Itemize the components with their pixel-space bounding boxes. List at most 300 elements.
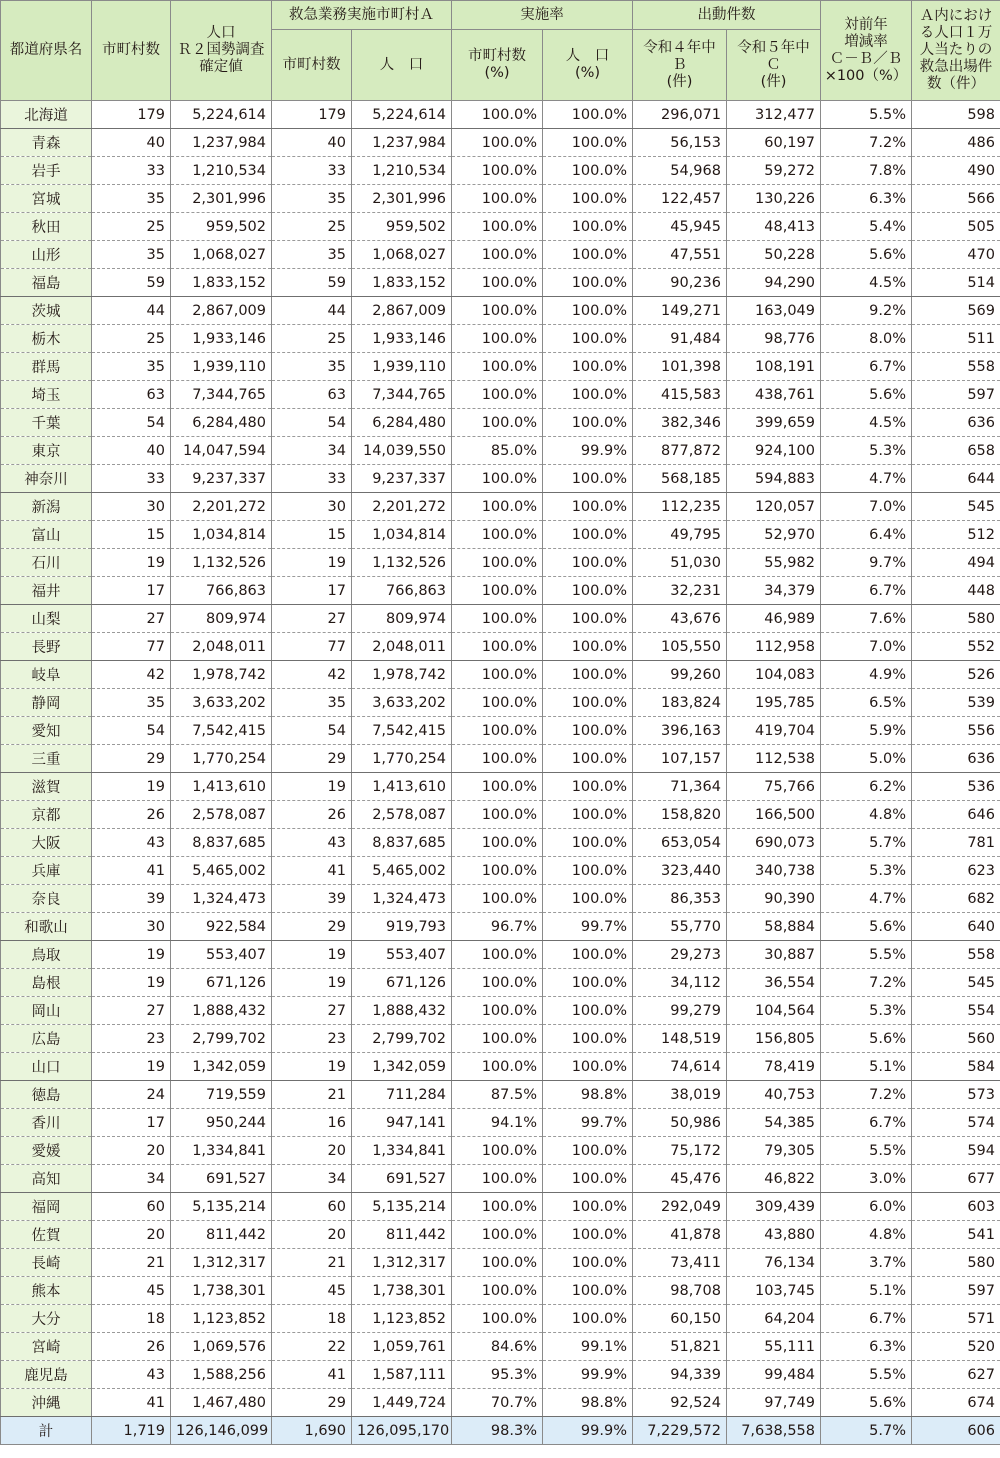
cell-a-municipalities: 60 <box>272 1193 352 1221</box>
cell-pref: 石川 <box>1 549 92 577</box>
cell-municipalities: 20 <box>92 1221 171 1249</box>
cell-municipalities: 42 <box>92 661 171 689</box>
cell-rate-population: 100.0% <box>543 1305 633 1333</box>
cell-pref: 福島 <box>1 269 92 297</box>
cell-per10k: 580 <box>912 1249 1000 1277</box>
header-group-a: 救急業務実施市町村Ａ <box>272 1 452 30</box>
cell-a-population: 5,135,214 <box>352 1193 452 1221</box>
cell-change: 5.5% <box>821 1361 912 1389</box>
cell-population: 1,132,526 <box>171 549 272 577</box>
cell-change: 7.2% <box>821 129 912 157</box>
cell-rate-population: 100.0% <box>543 941 633 969</box>
cell-a-municipalities: 44 <box>272 297 352 325</box>
cell-per10k: 556 <box>912 717 1000 745</box>
cell-per10k: 514 <box>912 269 1000 297</box>
total-per10k: 606 <box>912 1417 1000 1445</box>
cell-pref: 岩手 <box>1 157 92 185</box>
cell-population: 766,863 <box>171 577 272 605</box>
table-row <box>1 1333 1000 1361</box>
cell-r5: 30,887 <box>727 941 821 969</box>
cell-pref: 高知 <box>1 1165 92 1193</box>
cell-pref: 福岡 <box>1 1193 92 1221</box>
cell-a-municipalities: 35 <box>272 185 352 213</box>
cell-per10k: 574 <box>912 1109 1000 1137</box>
cell-a-population: 711,284 <box>352 1081 452 1109</box>
cell-population: 2,048,011 <box>171 633 272 661</box>
total-a-municipalities: 1,690 <box>272 1417 352 1445</box>
cell-a-municipalities: 30 <box>272 493 352 521</box>
cell-r5: 419,704 <box>727 717 821 745</box>
cell-municipalities: 15 <box>92 521 171 549</box>
cell-pref: 大阪 <box>1 829 92 857</box>
cell-r4: 91,484 <box>633 325 727 353</box>
cell-r5: 75,766 <box>727 773 821 801</box>
cell-rate-population: 100.0% <box>543 1249 633 1277</box>
cell-a-population: 1,933,146 <box>352 325 452 353</box>
cell-change: 4.8% <box>821 1221 912 1249</box>
cell-municipalities: 17 <box>92 1109 171 1137</box>
cell-r4: 877,872 <box>633 437 727 465</box>
cell-a-population: 809,974 <box>352 605 452 633</box>
cell-population: 5,224,614 <box>171 101 272 129</box>
cell-a-population: 9,237,337 <box>352 465 452 493</box>
cell-municipalities: 34 <box>92 1165 171 1193</box>
table-row <box>1 773 1000 801</box>
cell-municipalities: 40 <box>92 437 171 465</box>
cell-rate-population: 100.0% <box>543 381 633 409</box>
cell-per10k: 636 <box>912 745 1000 773</box>
cell-municipalities: 33 <box>92 465 171 493</box>
cell-per10k: 536 <box>912 773 1000 801</box>
table-row <box>1 1081 1000 1109</box>
table-row <box>1 409 1000 437</box>
cell-change: 5.1% <box>821 1053 912 1081</box>
cell-change: 4.7% <box>821 465 912 493</box>
cell-pref: 佐賀 <box>1 1221 92 1249</box>
table-row <box>1 1025 1000 1053</box>
cell-rate-municipalities: 100.0% <box>452 241 543 269</box>
cell-rate-municipalities: 84.6% <box>452 1333 543 1361</box>
cell-population: 922,584 <box>171 913 272 941</box>
cell-rate-municipalities: 100.0% <box>452 829 543 857</box>
cell-population: 719,559 <box>171 1081 272 1109</box>
cell-pref: 茨城 <box>1 297 92 325</box>
cell-rate-population: 99.9% <box>543 1361 633 1389</box>
cell-per10k: 558 <box>912 941 1000 969</box>
cell-rate-population: 100.0% <box>543 465 633 493</box>
cell-r5: 46,822 <box>727 1165 821 1193</box>
cell-pref: 秋田 <box>1 213 92 241</box>
cell-pref: 熊本 <box>1 1277 92 1305</box>
cell-r5: 43,880 <box>727 1221 821 1249</box>
cell-pref: 埼玉 <box>1 381 92 409</box>
cell-change: 6.7% <box>821 1109 912 1137</box>
cell-a-municipalities: 35 <box>272 353 352 381</box>
cell-per10k: 580 <box>912 605 1000 633</box>
cell-population: 3,633,202 <box>171 689 272 717</box>
cell-a-population: 1,210,534 <box>352 157 452 185</box>
cell-population: 553,407 <box>171 941 272 969</box>
cell-rate-population: 100.0% <box>543 409 633 437</box>
cell-pref: 和歌山 <box>1 913 92 941</box>
cell-r4: 98,708 <box>633 1277 727 1305</box>
cell-population: 1,034,814 <box>171 521 272 549</box>
cell-r4: 107,157 <box>633 745 727 773</box>
cell-a-municipalities: 63 <box>272 381 352 409</box>
cell-r5: 99,484 <box>727 1361 821 1389</box>
cell-r5: 59,272 <box>727 157 821 185</box>
cell-a-municipalities: 20 <box>272 1137 352 1165</box>
cell-rate-population: 100.0% <box>543 1165 633 1193</box>
cell-change: 5.7% <box>821 829 912 857</box>
cell-rate-population: 100.0% <box>543 129 633 157</box>
cell-population: 5,135,214 <box>171 1193 272 1221</box>
cell-rate-population: 100.0% <box>543 213 633 241</box>
cell-rate-population: 100.0% <box>543 157 633 185</box>
cell-per10k: 505 <box>912 213 1000 241</box>
cell-municipalities: 35 <box>92 689 171 717</box>
cell-change: 6.3% <box>821 1333 912 1361</box>
table-row <box>1 1249 1000 1277</box>
cell-pref: 京都 <box>1 801 92 829</box>
cell-a-municipalities: 23 <box>272 1025 352 1053</box>
cell-pref: 鹿児島 <box>1 1361 92 1389</box>
cell-rate-municipalities: 100.0% <box>452 213 543 241</box>
table-row <box>1 493 1000 521</box>
cell-a-population: 1,833,152 <box>352 269 452 297</box>
cell-r4: 101,398 <box>633 353 727 381</box>
cell-per10k: 566 <box>912 185 1000 213</box>
cell-rate-municipalities: 70.7% <box>452 1389 543 1417</box>
cell-a-population: 1,068,027 <box>352 241 452 269</box>
header-municipalities: 市町村数 <box>92 1 171 101</box>
cell-a-municipalities: 18 <box>272 1305 352 1333</box>
cell-rate-population: 100.0% <box>543 549 633 577</box>
cell-population: 1,342,059 <box>171 1053 272 1081</box>
cell-a-municipalities: 35 <box>272 241 352 269</box>
cell-rate-population: 100.0% <box>543 801 633 829</box>
cell-r5: 104,083 <box>727 661 821 689</box>
table-row <box>1 241 1000 269</box>
table-row <box>1 717 1000 745</box>
cell-r5: 104,564 <box>727 997 821 1025</box>
cell-population: 1,068,027 <box>171 241 272 269</box>
cell-r4: 75,172 <box>633 1137 727 1165</box>
cell-municipalities: 60 <box>92 1193 171 1221</box>
cell-pref: 群馬 <box>1 353 92 381</box>
cell-a-municipalities: 54 <box>272 717 352 745</box>
cell-rate-municipalities: 100.0% <box>452 297 543 325</box>
cell-per10k: 573 <box>912 1081 1000 1109</box>
cell-r4: 50,986 <box>633 1109 727 1137</box>
cell-rate-population: 99.7% <box>543 1109 633 1137</box>
cell-change: 5.9% <box>821 717 912 745</box>
cell-change: 6.2% <box>821 773 912 801</box>
table-row <box>1 941 1000 969</box>
cell-per10k: 545 <box>912 969 1000 997</box>
cell-population: 1,738,301 <box>171 1277 272 1305</box>
cell-municipalities: 17 <box>92 577 171 605</box>
cell-r5: 594,883 <box>727 465 821 493</box>
cell-change: 4.8% <box>821 801 912 829</box>
cell-r4: 99,279 <box>633 997 727 1025</box>
cell-r5: 98,776 <box>727 325 821 353</box>
cell-r5: 312,477 <box>727 101 821 129</box>
cell-per10k: 512 <box>912 521 1000 549</box>
cell-r4: 112,235 <box>633 493 727 521</box>
cell-rate-municipalities: 100.0% <box>452 381 543 409</box>
cell-municipalities: 19 <box>92 969 171 997</box>
cell-a-municipalities: 39 <box>272 885 352 913</box>
cell-pref: 長野 <box>1 633 92 661</box>
cell-r4: 99,260 <box>633 661 727 689</box>
header-rate-municipalities: 市町村数 (%) <box>452 30 543 101</box>
cell-rate-population: 99.1% <box>543 1333 633 1361</box>
cell-rate-municipalities: 100.0% <box>452 941 543 969</box>
cell-municipalities: 26 <box>92 801 171 829</box>
cell-rate-municipalities: 100.0% <box>452 661 543 689</box>
cell-rate-municipalities: 100.0% <box>452 689 543 717</box>
cell-municipalities: 77 <box>92 633 171 661</box>
cell-a-population: 2,201,272 <box>352 493 452 521</box>
cell-population: 2,578,087 <box>171 801 272 829</box>
cell-population: 1,467,480 <box>171 1389 272 1417</box>
table-row <box>1 577 1000 605</box>
cell-r5: 90,390 <box>727 885 821 913</box>
cell-pref: 三重 <box>1 745 92 773</box>
table-row <box>1 1053 1000 1081</box>
cell-a-municipalities: 35 <box>272 689 352 717</box>
cell-change: 5.4% <box>821 213 912 241</box>
cell-a-municipalities: 34 <box>272 1165 352 1193</box>
cell-population: 1,770,254 <box>171 745 272 773</box>
table-row <box>1 1109 1000 1137</box>
cell-r4: 56,153 <box>633 129 727 157</box>
cell-change: 7.2% <box>821 969 912 997</box>
cell-population: 5,465,002 <box>171 857 272 885</box>
cell-population: 950,244 <box>171 1109 272 1137</box>
cell-a-population: 671,126 <box>352 969 452 997</box>
cell-a-municipalities: 29 <box>272 745 352 773</box>
cell-population: 691,527 <box>171 1165 272 1193</box>
header-r5: 令和５年中 Ｃ (件) <box>727 30 821 101</box>
cell-municipalities: 59 <box>92 269 171 297</box>
cell-r5: 40,753 <box>727 1081 821 1109</box>
cell-change: 9.2% <box>821 297 912 325</box>
cell-a-population: 2,301,996 <box>352 185 452 213</box>
cell-rate-population: 99.7% <box>543 913 633 941</box>
cell-change: 5.5% <box>821 1137 912 1165</box>
cell-r4: 90,236 <box>633 269 727 297</box>
cell-r4: 45,476 <box>633 1165 727 1193</box>
cell-r4: 86,353 <box>633 885 727 913</box>
cell-change: 7.6% <box>821 605 912 633</box>
table-row <box>1 885 1000 913</box>
cell-population: 8,837,685 <box>171 829 272 857</box>
cell-a-municipalities: 17 <box>272 577 352 605</box>
cell-r4: 158,820 <box>633 801 727 829</box>
cell-municipalities: 18 <box>92 1305 171 1333</box>
cell-r4: 49,795 <box>633 521 727 549</box>
cell-change: 6.7% <box>821 577 912 605</box>
cell-r5: 130,226 <box>727 185 821 213</box>
cell-a-population: 6,284,480 <box>352 409 452 437</box>
cell-per10k: 569 <box>912 297 1000 325</box>
cell-a-municipalities: 19 <box>272 549 352 577</box>
cell-rate-municipalities: 100.0% <box>452 717 543 745</box>
cell-per10k: 674 <box>912 1389 1000 1417</box>
cell-rate-municipalities: 87.5% <box>452 1081 543 1109</box>
cell-pref: 広島 <box>1 1025 92 1053</box>
cell-r4: 105,550 <box>633 633 727 661</box>
cell-r4: 55,770 <box>633 913 727 941</box>
cell-population: 2,201,272 <box>171 493 272 521</box>
cell-per10k: 598 <box>912 101 1000 129</box>
total-population: 126,146,099 <box>171 1417 272 1445</box>
cell-rate-municipalities: 100.0% <box>452 1165 543 1193</box>
cell-municipalities: 20 <box>92 1137 171 1165</box>
header-change: 対前年 増減率 Ｃ－Ｂ／Ｂ ×100（%） <box>821 1 912 101</box>
cell-change: 7.2% <box>821 1081 912 1109</box>
cell-r4: 296,071 <box>633 101 727 129</box>
cell-r5: 78,419 <box>727 1053 821 1081</box>
cell-r5: 112,958 <box>727 633 821 661</box>
cell-per10k: 571 <box>912 1305 1000 1333</box>
cell-r5: 438,761 <box>727 381 821 409</box>
cell-r5: 399,659 <box>727 409 821 437</box>
cell-a-population: 8,837,685 <box>352 829 452 857</box>
table-row <box>1 1277 1000 1305</box>
table-row <box>1 661 1000 689</box>
cell-population: 959,502 <box>171 213 272 241</box>
cell-municipalities: 39 <box>92 885 171 913</box>
cell-municipalities: 43 <box>92 829 171 857</box>
cell-a-population: 1,312,317 <box>352 1249 452 1277</box>
cell-r5: 36,554 <box>727 969 821 997</box>
cell-r4: 71,364 <box>633 773 727 801</box>
cell-a-population: 1,334,841 <box>352 1137 452 1165</box>
cell-pref: 千葉 <box>1 409 92 437</box>
table-row <box>1 801 1000 829</box>
cell-a-population: 7,542,415 <box>352 717 452 745</box>
cell-rate-municipalities: 96.7% <box>452 913 543 941</box>
cell-r4: 60,150 <box>633 1305 727 1333</box>
cell-rate-municipalities: 100.0% <box>452 1221 543 1249</box>
cell-pref: 島根 <box>1 969 92 997</box>
cell-a-population: 1,888,432 <box>352 997 452 1025</box>
cell-change: 5.3% <box>821 437 912 465</box>
cell-change: 7.0% <box>821 493 912 521</box>
cell-rate-municipalities: 100.0% <box>452 1025 543 1053</box>
cell-per10k: 470 <box>912 241 1000 269</box>
cell-population: 1,933,146 <box>171 325 272 353</box>
cell-r4: 396,163 <box>633 717 727 745</box>
cell-rate-municipalities: 100.0% <box>452 465 543 493</box>
cell-change: 4.7% <box>821 885 912 913</box>
table-row <box>1 185 1000 213</box>
cell-r5: 309,439 <box>727 1193 821 1221</box>
cell-a-municipalities: 16 <box>272 1109 352 1137</box>
cell-municipalities: 41 <box>92 1389 171 1417</box>
cell-r5: 97,749 <box>727 1389 821 1417</box>
cell-a-population: 691,527 <box>352 1165 452 1193</box>
cell-per10k: 594 <box>912 1137 1000 1165</box>
cell-per10k: 494 <box>912 549 1000 577</box>
cell-a-population: 5,224,614 <box>352 101 452 129</box>
cell-rate-municipalities: 100.0% <box>452 269 543 297</box>
table-row <box>1 297 1000 325</box>
cell-r4: 122,457 <box>633 185 727 213</box>
cell-r5: 924,100 <box>727 437 821 465</box>
cell-r4: 415,583 <box>633 381 727 409</box>
cell-rate-municipalities: 100.0% <box>452 1305 543 1333</box>
cell-a-municipalities: 20 <box>272 1221 352 1249</box>
cell-per10k: 554 <box>912 997 1000 1025</box>
cell-change: 4.5% <box>821 269 912 297</box>
cell-rate-municipalities: 100.0% <box>452 577 543 605</box>
table-row <box>1 745 1000 773</box>
cell-r4: 54,968 <box>633 157 727 185</box>
header-population: 人口 Ｒ２国勢調査 確定値 <box>171 1 272 101</box>
cell-change: 6.3% <box>821 185 912 213</box>
cell-a-population: 919,793 <box>352 913 452 941</box>
cell-r5: 55,111 <box>727 1333 821 1361</box>
table-row <box>1 549 1000 577</box>
cell-pref: 北海道 <box>1 101 92 129</box>
cell-per10k: 781 <box>912 829 1000 857</box>
cell-per10k: 682 <box>912 885 1000 913</box>
cell-pref: 東京 <box>1 437 92 465</box>
cell-r4: 382,346 <box>633 409 727 437</box>
cell-a-municipalities: 40 <box>272 129 352 157</box>
cell-municipalities: 19 <box>92 549 171 577</box>
cell-pref: 香川 <box>1 1109 92 1137</box>
cell-rate-population: 100.0% <box>543 997 633 1025</box>
cell-municipalities: 35 <box>92 185 171 213</box>
cell-rate-municipalities: 94.1% <box>452 1109 543 1137</box>
cell-pref: 青森 <box>1 129 92 157</box>
cell-rate-municipalities: 100.0% <box>452 493 543 521</box>
header-group-rate: 実施率 <box>452 1 633 30</box>
cell-rate-population: 100.0% <box>543 689 633 717</box>
cell-pref: 大分 <box>1 1305 92 1333</box>
cell-pref: 富山 <box>1 521 92 549</box>
cell-municipalities: 30 <box>92 493 171 521</box>
cell-a-municipalities: 15 <box>272 521 352 549</box>
cell-a-population: 1,413,610 <box>352 773 452 801</box>
cell-rate-population: 100.0% <box>543 185 633 213</box>
cell-r4: 43,676 <box>633 605 727 633</box>
cell-pref: 山形 <box>1 241 92 269</box>
table-row <box>1 633 1000 661</box>
cell-per10k: 584 <box>912 1053 1000 1081</box>
total-change: 5.7% <box>821 1417 912 1445</box>
cell-municipalities: 25 <box>92 325 171 353</box>
cell-rate-municipalities: 100.0% <box>452 1249 543 1277</box>
cell-r4: 323,440 <box>633 857 727 885</box>
total-r4: 7,229,572 <box>633 1417 727 1445</box>
cell-rate-population: 100.0% <box>543 521 633 549</box>
cell-per10k: 644 <box>912 465 1000 493</box>
cell-municipalities: 43 <box>92 1361 171 1389</box>
cell-r5: 55,982 <box>727 549 821 577</box>
cell-population: 2,301,996 <box>171 185 272 213</box>
cell-rate-population: 100.0% <box>543 1053 633 1081</box>
cell-pref: 静岡 <box>1 689 92 717</box>
cell-population: 1,833,152 <box>171 269 272 297</box>
cell-rate-population: 100.0% <box>543 269 633 297</box>
cell-pref: 鳥取 <box>1 941 92 969</box>
